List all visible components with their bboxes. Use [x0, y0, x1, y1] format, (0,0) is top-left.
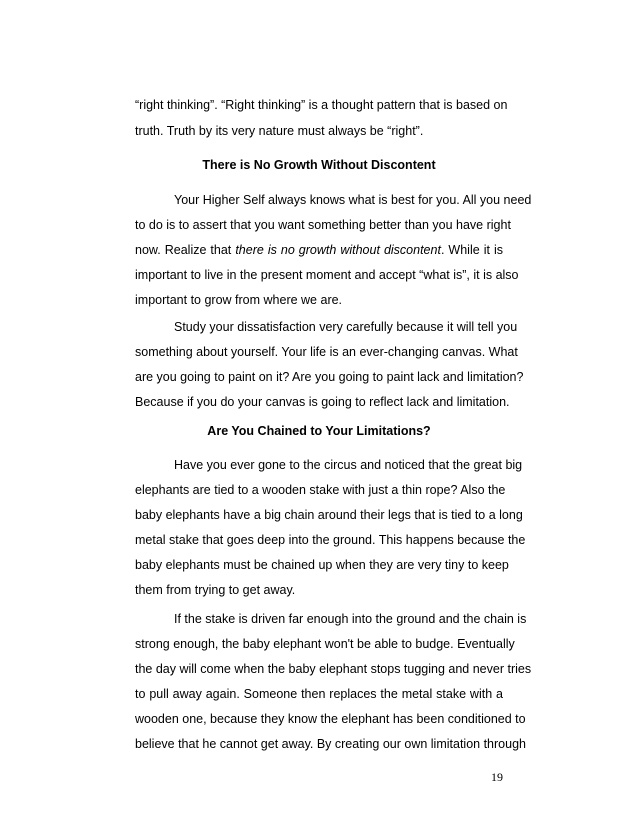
para1-line-3-start: now. Realize that [135, 243, 236, 257]
para1-line-3 [135, 243, 503, 258]
para1-line-1: Your Higher Self always knows what is best for you. All you need [174, 193, 532, 207]
para2-line-2: something about yourself. Your life is an ever-changing canvas. What [135, 345, 518, 359]
para3-line-4: metal stake that goes deep into the ground. This happens because the [135, 533, 526, 547]
para1-line-4: important to live in the present moment and accept “what is”, it is also [135, 268, 519, 282]
para4-line-3: the day will come when the baby elephant stops tugging and never tries [135, 662, 532, 676]
heading-chained-to-limitations: Are You Chained to Your Limitations? [207, 424, 431, 438]
page-number: 19 [491, 770, 503, 784]
para3-line-6: them from trying to get away. [135, 583, 296, 597]
para3-line-2: elephants are tied to a wooden stake with just a thin rope? Also the [135, 483, 506, 497]
para2-line-4: Because if you do your canvas is going to reflect lack and limitation. [135, 395, 510, 409]
para4-line-6: believe that he cannot get away. By creating our own limitation through [135, 737, 526, 751]
para4-line-4: to pull away again. Someone then replaces the metal stake with a [135, 687, 503, 701]
para4-line-2: strong enough, the baby elephant won't be able to budge. Eventually [135, 637, 515, 651]
para2-line-1: Study your dissatisfaction very carefully because it will tell you [174, 320, 518, 334]
para3-line-5: baby elephants must be chained up when they are very tiny to keep [135, 558, 509, 572]
heading-growth-without-discontent: There is No Growth Without Discontent [202, 158, 436, 172]
para1-line-3-end: . While it is [440, 243, 503, 257]
para1-line-5: important to grow from where we are. [135, 293, 343, 307]
intro-line-1: “right thinking”. “Right thinking” is a thought pattern that is based on [135, 98, 508, 112]
para4-line-1: If the stake is driven far enough into the ground and the chain is [174, 612, 527, 626]
para1-line-3-emphasis: there is no growth without discontent [235, 243, 441, 257]
para1-line-2: to do is to assert that you want something better than you have right [135, 218, 511, 232]
intro-line-2: truth. Truth by its very nature must always be “right”. [135, 124, 424, 138]
para2-line-3: are you going to paint on it? Are you going to paint lack and limitation? [135, 370, 524, 384]
para3-line-3: baby elephants have a big chain around their legs that is tied to a long [135, 508, 523, 522]
para4-line-5: wooden one, because they know the elephant has been conditioned to [135, 712, 526, 726]
para3-line-1: Have you ever gone to the circus and noticed that the great big [174, 458, 523, 472]
